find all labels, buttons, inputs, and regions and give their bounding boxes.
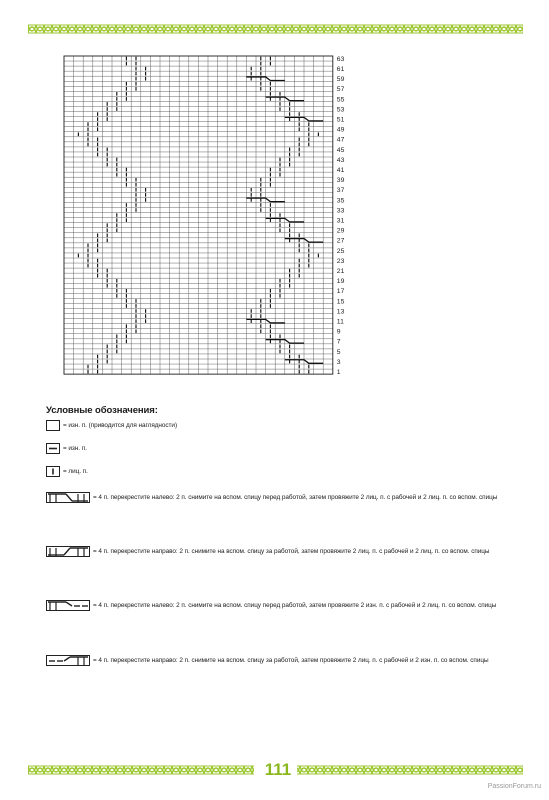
row-number-label: 49 — [336, 126, 345, 134]
purl-dash-icon — [46, 443, 60, 454]
legend-text-cable-left-purl: = 4 п. перекрестите налево: 2 п. снимите на вспом. спицу перед работой, затем провяжите 2 изн. п. с рабочей и 2 лиц. п. со вспом. спицы — [93, 601, 497, 609]
legend-text-dash: = изн. п. — [63, 444, 87, 452]
row-number-label: 21 — [336, 268, 345, 276]
legend-text-cable-left-knit: = 4 п. перекрестите налево: 2 п. снимите на вспом. спицу перед работой, затем провяжите 2 лиц. п. с рабочей и 2 лиц. п. со вспом. спицы — [93, 493, 498, 501]
row-number-label: 11 — [336, 318, 344, 326]
cable-left-purl-icon — [46, 600, 90, 611]
row-number-label: 7 — [336, 338, 341, 346]
row-number-label: 63 — [336, 55, 345, 63]
row-number-label: 55 — [336, 96, 345, 104]
legend-item-cable-left-knit — [46, 490, 497, 504]
row-number-label: 27 — [336, 237, 345, 245]
row-number-label: 33 — [336, 207, 345, 215]
legend-item-cable-right-purl — [46, 653, 489, 667]
knitting-chart — [64, 56, 344, 386]
cable-left-knit-icon — [46, 492, 90, 503]
legend-item-bar — [46, 464, 88, 478]
page-number: 111 — [264, 760, 292, 779]
legend-item-cable-left-purl — [46, 598, 496, 612]
row-number-label: 57 — [336, 86, 345, 94]
row-number-label: 19 — [336, 278, 345, 286]
row-number-label: 51 — [336, 116, 345, 124]
legend-item-dash — [46, 441, 87, 455]
knit-bar-icon — [46, 466, 60, 477]
row-number-label: 47 — [336, 136, 345, 144]
row-number-label: 39 — [336, 177, 345, 185]
cable-right-knit-icon — [46, 546, 90, 557]
legend-item-cable-right-knit — [46, 544, 489, 558]
celtic-knot-border-top — [28, 22, 523, 36]
row-number-label: 53 — [336, 106, 345, 114]
row-number-label: 23 — [336, 257, 345, 265]
row-number-label: 37 — [336, 187, 345, 195]
row-number-label: 59 — [336, 76, 345, 84]
decorative-border-top — [28, 22, 523, 36]
legend-text-cable-right-knit: = 4 п. перекрестите направо: 2 п. снимите на вспом. спицу за работой, затем провяжите 2 лиц. п. с рабочей и 2 лиц. п. со вспом. спицы — [93, 547, 490, 555]
legend-item-empty — [46, 418, 177, 432]
row-number-label: 1 — [336, 369, 341, 377]
empty-cell-icon — [46, 420, 60, 431]
legend-text-empty: = изн. п. (приводится для наглядности) — [63, 421, 178, 429]
row-number-label: 17 — [336, 288, 345, 296]
row-number-label: 25 — [336, 247, 345, 255]
row-number-label: 45 — [336, 146, 345, 154]
legend-text-bar: = лиц. п. — [63, 467, 88, 475]
legend-text-cable-right-purl: = 4 п. перекрестите направо: 2 п. снимите на вспом. спицу за работой, затем провяжите 2 лиц. п. с рабочей и 2 изн. п. со вспом. спицы — [93, 656, 489, 664]
knitting-chart-grid — [64, 56, 344, 386]
row-number-label: 35 — [336, 197, 345, 205]
row-number-label: 3 — [336, 358, 341, 366]
row-number-label: 43 — [336, 156, 345, 164]
row-number-label: 13 — [336, 308, 345, 316]
row-number-label: 29 — [336, 227, 345, 235]
row-number-label: 41 — [336, 167, 345, 175]
row-number-label: 61 — [336, 66, 345, 74]
legend-title: Условные обозначения: — [46, 405, 158, 416]
row-number-label: 5 — [336, 348, 341, 356]
row-number-label: 15 — [336, 298, 345, 306]
cable-right-purl-icon — [46, 655, 90, 666]
row-number-label: 31 — [336, 217, 345, 225]
row-number-label: 9 — [336, 328, 341, 336]
watermark: PassionForum.ru — [487, 783, 541, 790]
